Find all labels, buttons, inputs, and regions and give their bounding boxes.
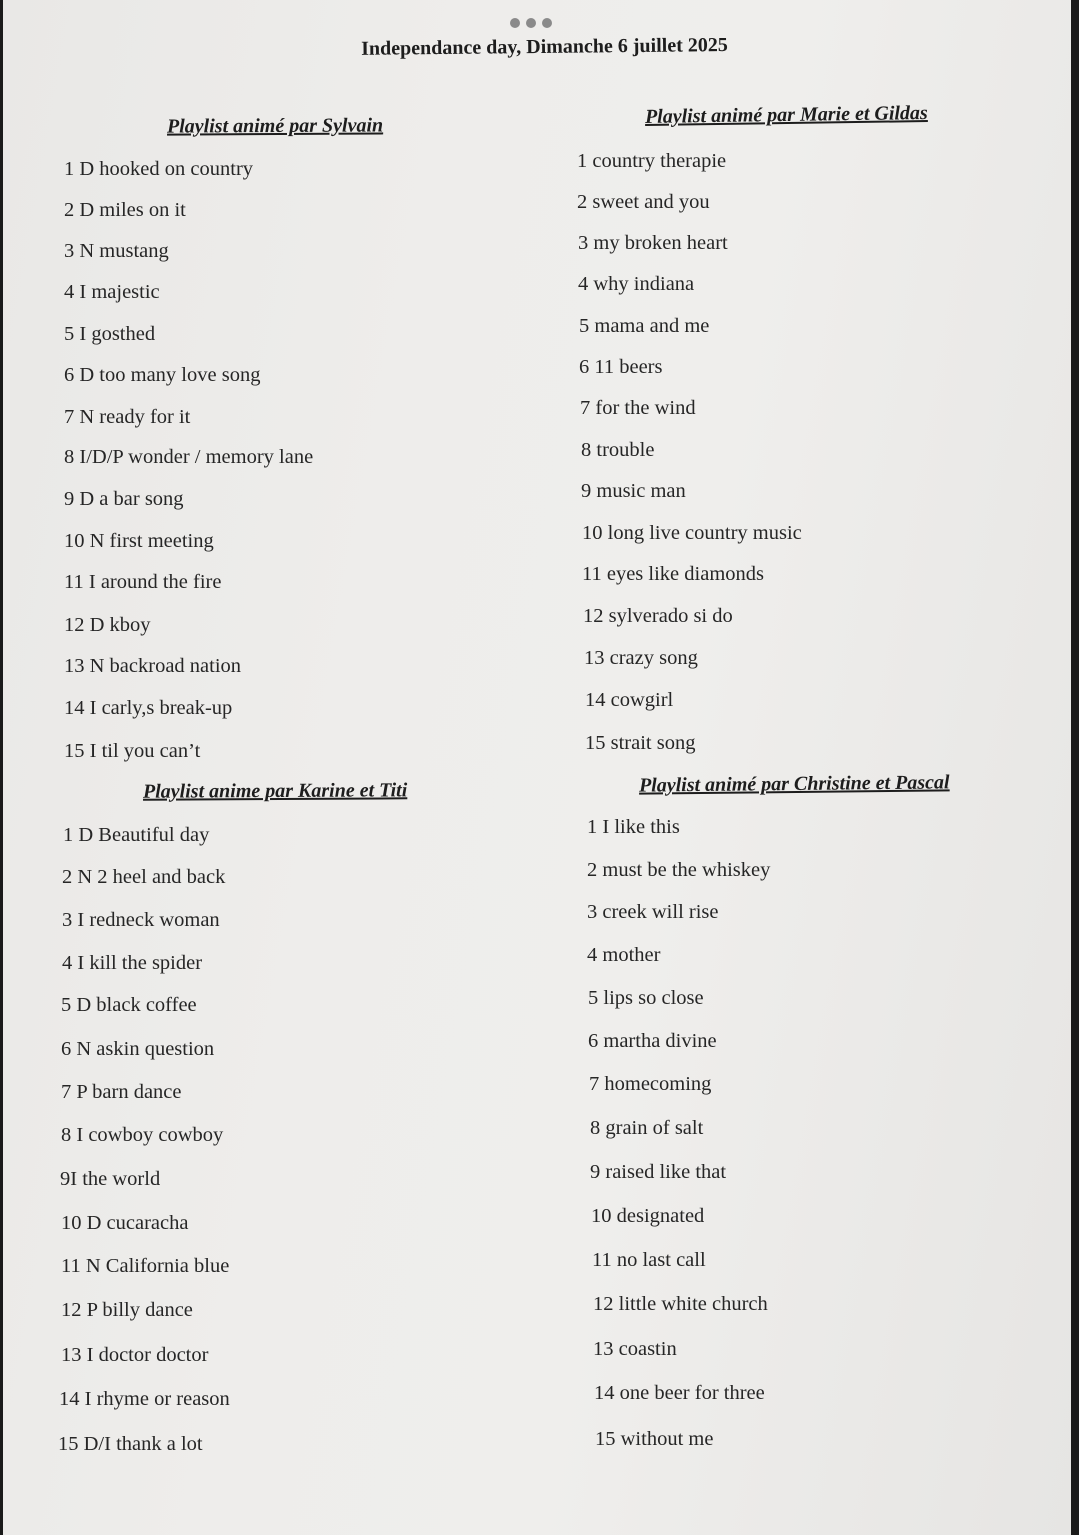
- section-heading-sylvain: Playlist animé par Sylvain: [166, 114, 384, 138]
- list-item: 2 must be the whiskey: [587, 859, 771, 881]
- list-item: 15 without me: [595, 1428, 714, 1450]
- list-item: 3 creek will rise: [587, 901, 719, 923]
- list-item: 8 grain of salt: [590, 1117, 704, 1139]
- list-item: 9 music man: [581, 480, 686, 502]
- list-item: 9 D a bar song: [64, 488, 184, 510]
- list-item: 15 I til you can’t: [64, 740, 201, 762]
- list-item: 11 N California blue: [61, 1255, 230, 1277]
- list-item: 3 N mustang: [64, 240, 169, 262]
- more-options-icon[interactable]: [510, 18, 552, 28]
- list-item: 5 lips so close: [588, 987, 704, 1009]
- list-item: 2 N 2 heel and back: [62, 866, 226, 888]
- list-item: 1 I like this: [587, 816, 680, 838]
- section-heading-marie-gildas: Playlist animé par Marie et Gildas: [644, 102, 928, 128]
- list-item: 5 D black coffee: [61, 994, 197, 1016]
- list-item: 9I the world: [60, 1168, 161, 1190]
- list-item: 6 N askin question: [61, 1038, 215, 1060]
- list-item: 14 I rhyme or reason: [59, 1388, 230, 1410]
- list-item: 11 no last call: [592, 1249, 706, 1271]
- list-item: 6 D too many love song: [64, 364, 261, 386]
- section-heading-christine-pascal: Playlist animé par Christine et Pascal: [638, 771, 950, 797]
- list-item: 12 D kboy: [64, 614, 151, 636]
- list-item: 4 mother: [587, 944, 661, 966]
- list-item: 14 I carly,s break-up: [64, 697, 233, 719]
- list-item: 8 trouble: [581, 439, 655, 461]
- section-heading-karine-titi: Playlist anime par Karine et Titi: [142, 779, 408, 803]
- list-item: 13 crazy song: [584, 647, 698, 669]
- list-item: 10 designated: [591, 1205, 705, 1227]
- list-item: 3 I redneck woman: [62, 909, 220, 931]
- list-item: 15 D/I thank a lot: [58, 1433, 203, 1455]
- list-item: 7 N ready for it: [64, 406, 191, 428]
- list-item: 2 D miles on it: [64, 199, 186, 221]
- page-title: Independance day, Dimanche 6 juillet 2025: [361, 34, 728, 60]
- list-item: 4 why indiana: [578, 273, 695, 295]
- list-item: 11 eyes like diamonds: [582, 563, 764, 585]
- list-item: 12 P billy dance: [61, 1299, 193, 1321]
- list-item: 1 D Beautiful day: [63, 824, 210, 846]
- list-item: 14 cowgirl: [585, 689, 674, 711]
- list-item: 7 for the wind: [580, 397, 696, 419]
- list-item: 10 D cucaracha: [61, 1212, 189, 1234]
- list-item: 5 I gosthed: [64, 323, 156, 345]
- list-item: 12 sylverado si do: [583, 605, 733, 627]
- list-item: 9 raised like that: [590, 1161, 727, 1183]
- list-item: 8 I/D/P wonder / memory lane: [64, 446, 314, 468]
- list-item: 12 little white church: [593, 1293, 768, 1315]
- list-item: 8 I cowboy cowboy: [61, 1124, 224, 1146]
- list-item: 1 country therapie: [577, 150, 727, 172]
- list-item: 1 D hooked on country: [64, 158, 254, 180]
- list-item: 13 I doctor doctor: [61, 1344, 209, 1366]
- list-item: 14 one beer for three: [594, 1382, 765, 1404]
- list-item: 6 11 beers: [579, 356, 663, 378]
- list-item: 13 coastin: [593, 1338, 677, 1360]
- list-item: 10 long live country music: [582, 522, 802, 544]
- list-item: 5 mama and me: [579, 315, 710, 337]
- list-item: 4 I majestic: [64, 281, 160, 303]
- list-item: 6 martha divine: [588, 1030, 717, 1052]
- list-item: 4 I kill the spider: [62, 952, 203, 974]
- list-item: 10 N first meeting: [64, 530, 214, 552]
- list-item: 7 P barn dance: [61, 1081, 182, 1103]
- list-item: 11 I around the fire: [64, 571, 222, 593]
- list-item: 3 my broken heart: [578, 232, 728, 254]
- list-item: 13 N backroad nation: [64, 655, 242, 677]
- list-item: 7 homecoming: [589, 1073, 712, 1095]
- list-item: 15 strait song: [585, 732, 696, 754]
- list-item: 2 sweet and you: [577, 191, 710, 213]
